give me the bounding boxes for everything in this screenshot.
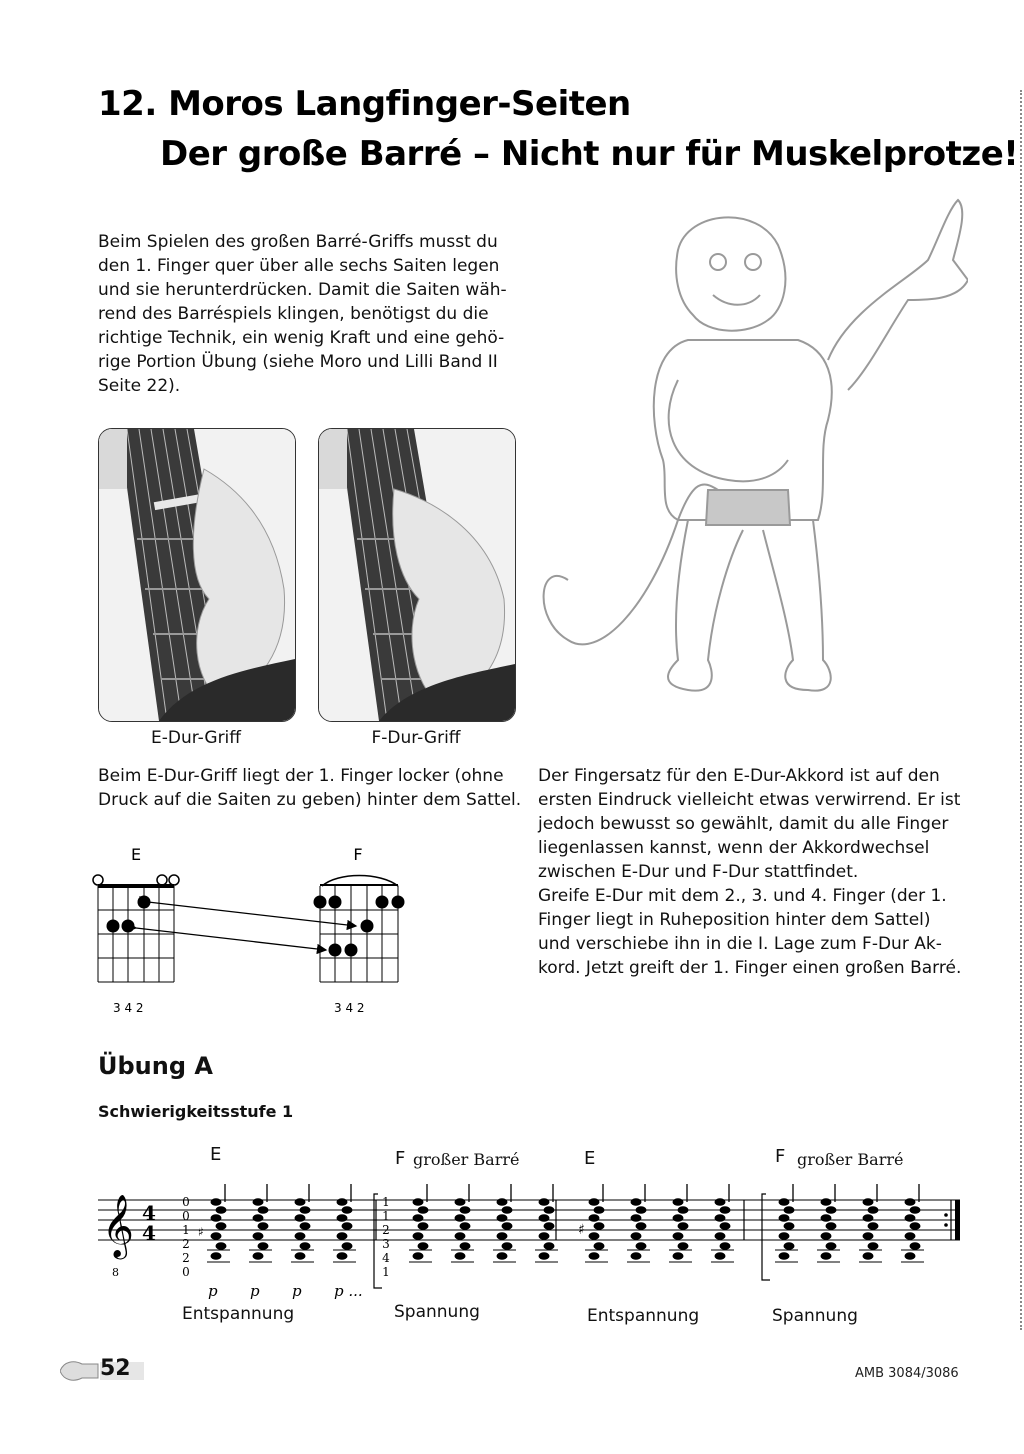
notehead [779,1232,790,1240]
notehead [678,1242,689,1250]
notehead [868,1206,879,1214]
notehead [544,1222,555,1230]
notehead [418,1242,429,1250]
fingering-number: 2 [182,1251,190,1265]
notehead [636,1206,647,1214]
notehead [821,1252,832,1260]
guitar-icon [60,1362,98,1380]
notehead [413,1214,424,1222]
notehead [455,1214,466,1222]
notehead [589,1232,600,1240]
barre-bracket [762,1194,770,1280]
notehead [821,1214,832,1222]
fingering-number: 2 [382,1223,390,1237]
text-line: Greife E-Dur mit dem 2., 3. und 4. Finger (der 1. [538,886,947,906]
chord-diagrams [86,840,426,1020]
time-signature-bottom: 4 [142,1221,156,1245]
notehead [589,1198,600,1206]
page-number: 52 [100,1356,131,1381]
notehead [342,1206,353,1214]
text-line: rige Portion Übung (siehe Moro und Lilli Band II [98,352,498,372]
notehead [673,1252,684,1260]
measure-label: Spannung [394,1302,480,1322]
monkey-illustration [528,190,968,710]
notehead [863,1252,874,1260]
notehead [715,1214,726,1222]
notehead [784,1206,795,1214]
notehead [211,1252,222,1260]
notehead [779,1252,790,1260]
music-staff [98,1180,968,1300]
notehead [784,1242,795,1250]
finger-dot [122,920,135,933]
chord-name-e: E [130,845,142,864]
publisher-code: AMB 3084/3086 [855,1366,959,1381]
sharp-sign: ♯ [198,1225,204,1239]
finger-dot [107,920,120,933]
octave-marker: 8 [112,1266,119,1279]
barre-bracket [374,1194,382,1288]
nut [98,884,174,888]
notehead [863,1232,874,1240]
note-chords [207,1184,924,1262]
text-line: und verschiebe ihn in die I. Lage zum F-Dur Ak- [538,934,942,954]
notehead [863,1214,874,1222]
notehead [715,1198,726,1206]
finger-dot [376,896,389,909]
notehead [295,1214,306,1222]
measure-label: Entspannung [182,1304,295,1324]
finger-dot [329,896,342,909]
notehead [539,1232,550,1240]
notehead [258,1206,269,1214]
notehead [821,1232,832,1240]
notehead [720,1222,731,1230]
notehead [594,1222,605,1230]
chord-label: F [775,1146,786,1167]
notehead [295,1252,306,1260]
notehead [418,1206,429,1214]
sharp-sign: ♯ [578,1222,585,1238]
notehead [418,1222,429,1230]
notehead [868,1242,879,1250]
notehead [678,1206,689,1214]
notehead [497,1198,508,1206]
strum-mark: p [208,1282,218,1300]
text-line: Beim E-Dur-Griff liegt der 1. Finger locker (ohne [98,766,504,786]
measure-label: Entspannung [587,1306,700,1326]
repeat-dot [944,1223,948,1227]
fingering-paragraph [538,764,968,980]
finger-dot [314,896,327,909]
notehead [455,1232,466,1240]
notehead [258,1222,269,1230]
open-string-marker [93,875,103,885]
notehead [460,1242,471,1250]
notehead [497,1232,508,1240]
finger-dot [345,944,358,957]
notehead [673,1232,684,1240]
notehead [779,1198,790,1206]
notehead [295,1232,306,1240]
finger-move-arrow [136,928,326,950]
text-line: Seite 22). [98,376,181,396]
notehead [502,1206,513,1214]
notehead [594,1242,605,1250]
notehead [211,1232,222,1240]
notehead [910,1206,921,1214]
e-chord-paragraph [98,764,528,812]
fingering-number: 0 [182,1209,190,1223]
notehead [715,1232,726,1240]
notehead [460,1206,471,1214]
notehead [589,1214,600,1222]
text-line: jedoch bewusst so gewählt, damit du alle Finger [538,814,949,834]
top-fret-line [320,884,398,886]
notehead [826,1242,837,1250]
chord-name-f: F [353,845,363,864]
notehead [720,1242,731,1250]
notehead [631,1198,642,1206]
notehead [413,1232,424,1240]
notehead [826,1206,837,1214]
text-line: liegenlassen kannst, wenn der Akkordwechsel [538,838,930,858]
notehead [300,1206,311,1214]
notehead [636,1242,647,1250]
intro-paragraph [98,230,518,398]
notehead [868,1222,879,1230]
notehead [300,1222,311,1230]
photo-caption-e: E-Dur-Griff [151,728,241,748]
notehead [413,1198,424,1206]
finger-dot [392,896,405,909]
notehead [678,1222,689,1230]
notehead [211,1198,222,1206]
notehead [863,1198,874,1206]
notehead [216,1222,227,1230]
measure-label: Spannung [772,1306,858,1326]
notehead [342,1242,353,1250]
notehead [216,1242,227,1250]
notehead [673,1198,684,1206]
notehead [502,1242,513,1250]
notehead [826,1222,837,1230]
notehead [253,1214,264,1222]
notehead [539,1214,550,1222]
text-line: den 1. Finger quer über alle sechs Saiten legen [98,256,500,276]
notehead [337,1198,348,1206]
notehead [905,1232,916,1240]
strum-mark: p ... [334,1282,363,1300]
fingering-number: 3 [382,1237,390,1251]
strum-mark: p [292,1282,302,1300]
notehead [673,1214,684,1222]
chord-label: E [584,1148,596,1169]
notehead [502,1222,513,1230]
text-line: kord. Jetzt greift der 1. Finger einen großen Barré. [538,958,962,978]
notehead [910,1222,921,1230]
fingering-number: 1 [382,1209,390,1223]
notehead [544,1206,555,1214]
fingering-e: 3 4 2 [113,1001,144,1015]
fingering-number: 1 [382,1265,390,1279]
notehead [211,1214,222,1222]
notehead [253,1252,264,1260]
notehead [258,1242,269,1250]
photo-f-chord [318,428,516,722]
open-string-marker [157,875,167,885]
open-string-marker [169,875,179,885]
fingering-number: 0 [182,1265,190,1279]
text-line: rend des Barréspiels klingen, benötigst du die [98,304,489,324]
fingering-number: 1 [382,1195,390,1209]
notehead [337,1214,348,1222]
finger-dot [329,944,342,957]
fingering-f: 3 4 2 [334,1001,365,1015]
notehead [253,1198,264,1206]
finger-dot [361,920,374,933]
notehead [631,1252,642,1260]
fingering-number: 4 [382,1251,390,1265]
fingering-number: 1 [182,1223,190,1237]
page-title-line-2: Der große Barré – Nicht nur für Muskelprotze! [160,134,1019,174]
text-line: zwischen E-Dur und F-Dur stattfindet. [538,862,859,882]
notehead [337,1232,348,1240]
final-barline [955,1200,960,1240]
photo-e-chord [98,428,296,722]
notehead [216,1206,227,1214]
notehead [497,1214,508,1222]
time-signature-top: 4 [142,1201,156,1225]
notehead [455,1252,466,1260]
difficulty-label: Schwierigkeitsstufe 1 [98,1102,294,1121]
text-line: und sie herunterdrücken. Damit die Saiten wäh- [98,280,507,300]
notehead [544,1242,555,1250]
notehead [720,1206,731,1214]
notehead [342,1222,353,1230]
notehead [539,1198,550,1206]
notehead [455,1198,466,1206]
notehead [905,1214,916,1222]
notehead [631,1214,642,1222]
notehead [905,1252,916,1260]
notehead [594,1206,605,1214]
notehead [300,1242,311,1250]
notehead [910,1242,921,1250]
strum-mark: p [250,1282,260,1300]
notehead [497,1252,508,1260]
notehead [413,1252,424,1260]
notehead [460,1222,471,1230]
repeat-dot [944,1213,948,1217]
fingering-number: 2 [182,1237,190,1251]
notehead [784,1222,795,1230]
text-line: Druck auf die Saiten zu geben) hinter dem Sattel. [98,790,522,810]
notehead [821,1198,832,1206]
notehead [779,1214,790,1222]
treble-clef: 𝄞 [102,1194,134,1257]
notehead [337,1252,348,1260]
barre-label: großer Barré [413,1150,520,1169]
notehead [636,1222,647,1230]
page-title-line-1: 12. Moros Langfinger-Seiten [98,84,631,124]
notehead [589,1252,600,1260]
notehead [631,1232,642,1240]
text-line: Beim Spielen des großen Barré-Griffs musst du [98,232,498,252]
notehead [715,1252,726,1260]
perforation-edge [1020,90,1022,1330]
text-line: ersten Eindruck vielleicht etwas verwirrend. Er ist [538,790,961,810]
photo-caption-f: F-Dur-Griff [371,728,461,748]
chord-label: E [210,1144,222,1165]
notehead [539,1252,550,1260]
notehead [253,1232,264,1240]
fingering-number: 0 [182,1195,190,1209]
text-line: richtige Technik, ein wenig Kraft und eine gehö- [98,328,505,348]
notehead [905,1198,916,1206]
barre-label: großer Barré [797,1150,904,1169]
notehead [295,1198,306,1206]
text-line: Der Fingersatz für den E-Dur-Akkord ist auf den [538,766,940,786]
text-line: Finger liegt in Ruheposition hinter dem Sattel) [538,910,931,930]
chord-label: F [395,1148,406,1169]
exercise-heading: Übung A [98,1052,213,1080]
